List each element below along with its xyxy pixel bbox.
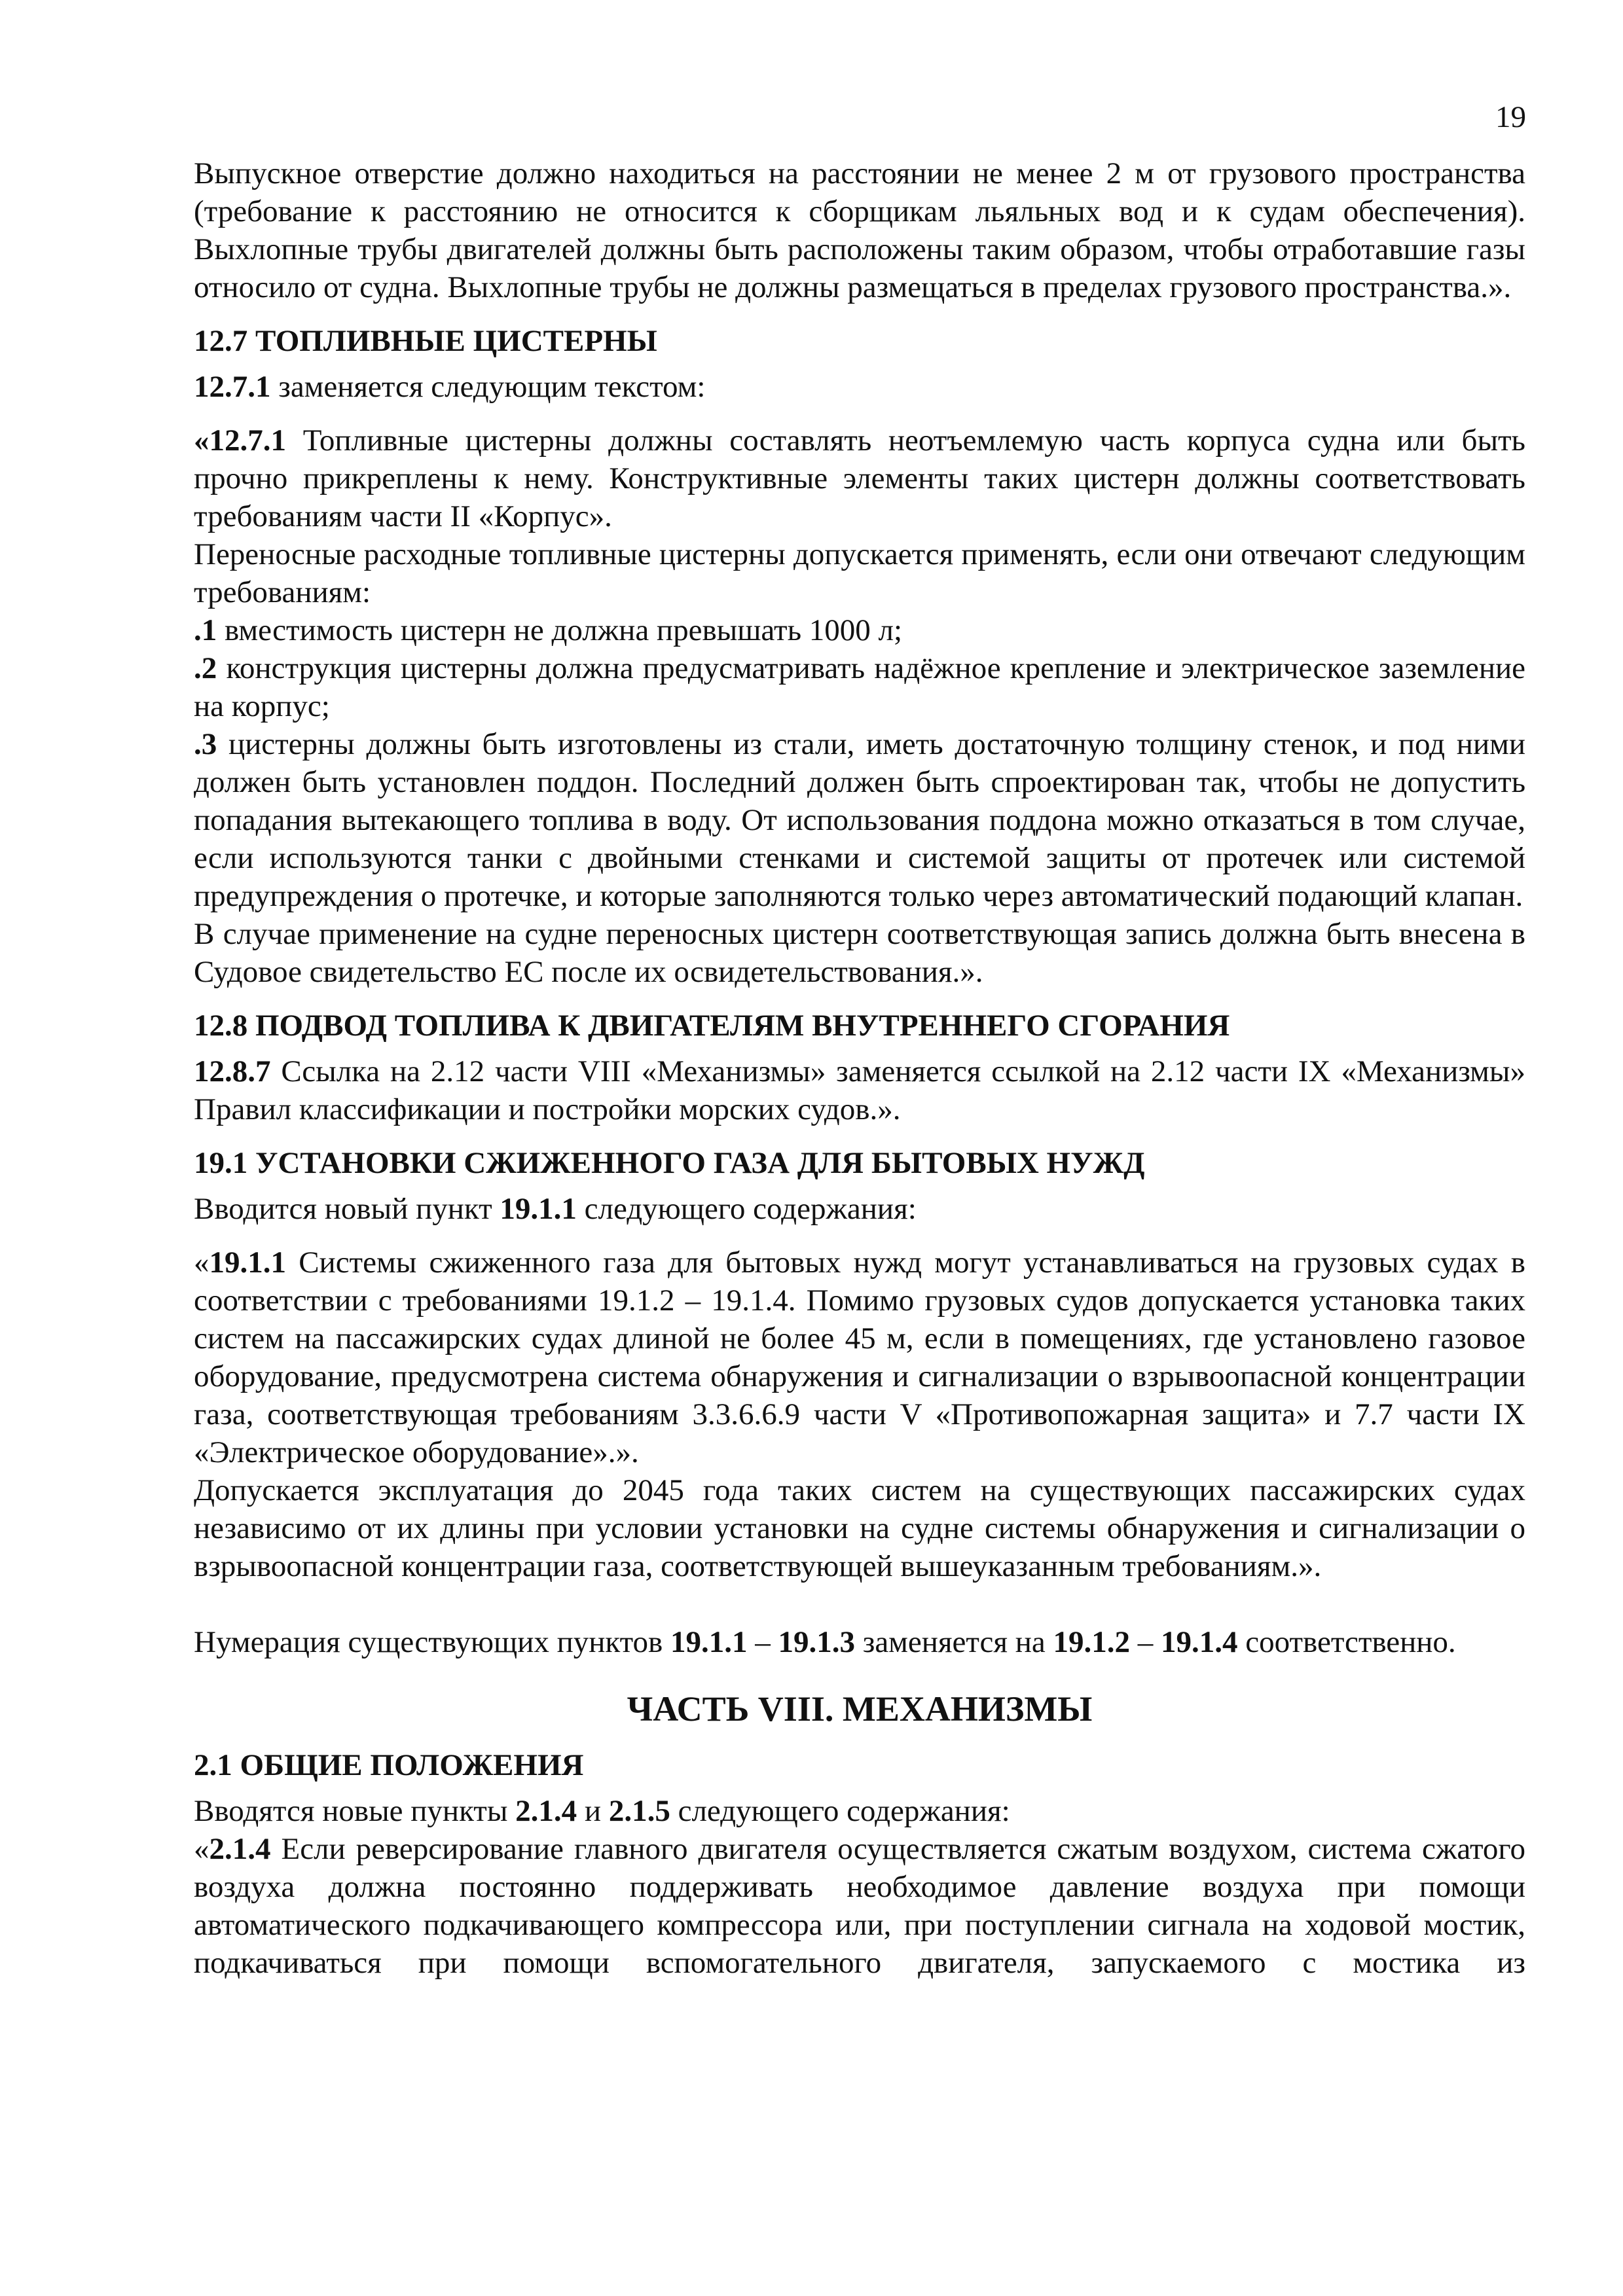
item-text: вместимость цистерн не должна превышать 1000 л; <box>217 613 903 647</box>
paragraph-record: В случае применение на судне переносных цистерн соответствующая запись должна быть внесена в Судовое свидетельство ЕС после их освидетельствования.». <box>194 917 1525 989</box>
intro-text: Вводятся новые пункты <box>194 1794 516 1828</box>
paragraph-portable-tanks: Переносные расходные топливные цистерны допускается применять, если они отвечают следующим требованиям: <box>194 537 1525 609</box>
intro-text-end: следующего содержания: <box>576 1192 917 1226</box>
dash: – <box>747 1625 778 1659</box>
heading-12-7: 12.7 ТОПЛИВНЫЕ ЦИСТЕРНЫ <box>194 324 657 358</box>
quote-open: « <box>194 423 210 457</box>
paragraph-outlet: Выпускное отверстие должно находиться на расстоянии не менее 2 м от грузового пространства (требование к расстоянию не относится к сборщикам льяльных вод и к судам обеспечения). Выхлопные трубы двигателей должны быть расположены таким образом, чтобы отработавшие газы относило от судна. Выхлопные трубы не должны размещаться в пределах грузового пространства.». <box>194 156 1525 304</box>
list-item-2 <box>194 649 1525 725</box>
heading-part-8: ЧАСТЬ VIII. МЕХАНИЗМЫ <box>627 1689 1093 1729</box>
heading-2-1: 2.1 ОБЩИЕ ПОЛОЖЕНИЯ <box>194 1748 584 1782</box>
item-text: цистерны должны быть изготовлены из стали, иметь достаточную толщину стенок, и под ними должен быть установлен поддон. Последний должен быть спроектирован так, чтобы не допустить попадания вытекающего топлива в воду. От использования поддона можно отказаться в том случае, если используются танки с двойными стенками и системой защиты от протечек или системой предупреждения о протечке, и которые заполняются только через автоматический подающий клапан. <box>194 727 1525 913</box>
clause-text: Системы сжиженного газа для бытовых нужд могут устанавливаться на грузовых судах в соответствии с требованиями 19.1.2 – 19.1.4. Помимо грузовых судов допускается установка таких систем на пассажирских судах длиной не более 45 м, если в помещениях, где установлено газовое оборудование, предусмотрена система обнаружения и сигнализации о взрывоопасной концентрации газа, соответствующая требованиям 3.3.6.6.9 части V «Противопожарная защита» и 7.7 части IX «Электрическое оборудование».». <box>194 1246 1525 1469</box>
page-content <box>194 154 1525 1982</box>
paragraph-2045: Допускается эксплуатация до 2045 года таких систем на существующих пассажирских судах независимо от их длины при условии установки на судне системы обнаружения и сигнализации о взрывоопасной концентрации газа, соответствующей вышеуказанным требованиям.». <box>194 1473 1525 1583</box>
paragraph-19-1-1 <box>194 1244 1525 1471</box>
clause-text: заменяется следующим текстом: <box>270 370 706 404</box>
clause-text: Если реверсирование главного двигателя осуществляется сжатым воздухом, система сжатого воздуха должна постоянно поддерживать необходимое давление воздуха при помощи автоматического подкачивающего компрессора или, при поступлении сигнала на ходовой мостик, подкачиваться при помощи вспомогательного двигателя, запускаемого с мостика из <box>194 1832 1525 1980</box>
clause-number-c: 19.1.2 <box>1053 1625 1131 1659</box>
intro-text: Вводится новый пункт <box>194 1192 500 1226</box>
clause-number-a: 19.1.1 <box>670 1625 748 1659</box>
quote-open: « <box>194 1246 210 1280</box>
clause-text: Топливные цистерны должны составлять неотъемлемую часть корпуса судна или быть прочно прикреплены к нему. Конструктивные элементы таких цистерн должны соответствовать требованиям части II «Корпус». <box>194 423 1525 533</box>
clause-number: 19.1.1 <box>500 1192 577 1226</box>
clause-number: 19.1.1 <box>209 1246 286 1280</box>
clause-number-a: 2.1.4 <box>515 1794 577 1828</box>
clause-number-b: 19.1.3 <box>778 1625 855 1659</box>
clause-number-b: 2.1.5 <box>608 1794 670 1828</box>
paragraph-2-1-intro <box>194 1792 1525 1830</box>
item-number: .3 <box>194 727 217 761</box>
clause-number: 12.7.1 <box>209 423 286 457</box>
numbering-pre: Нумерация существующих пунктов <box>194 1625 670 1659</box>
heading-19-1: 19.1 УСТАНОВКИ СЖИЖЕННОГО ГАЗА ДЛЯ БЫТОВЫХ НУЖД <box>194 1146 1145 1180</box>
clause-number: 12.8.7 <box>194 1054 271 1088</box>
paragraph-2-1-4 <box>194 1830 1525 1982</box>
numbering-post: соответственно. <box>1237 1625 1456 1659</box>
blank-line <box>194 1585 1525 1623</box>
paragraph-12-8-7 <box>194 1052 1525 1128</box>
paragraph-numbering <box>194 1623 1525 1661</box>
clause-number-d: 19.1.4 <box>1161 1625 1238 1659</box>
intro-text-end: следующего содержания: <box>670 1794 1010 1828</box>
intro-mid: и <box>577 1794 609 1828</box>
dash: – <box>1130 1625 1161 1659</box>
clause-text: Ссылка на 2.12 части VIII «Механизмы» заменяется ссылкой на 2.12 части IX «Механизмы» Правил классификации и постройки морских судов.». <box>194 1054 1525 1126</box>
clause-number: 12.7.1 <box>194 370 271 404</box>
page-number: 19 <box>1495 100 1526 134</box>
item-text: конструкция цистерны должна предусматривать надёжное крепление и электрическое заземление на корпус; <box>194 651 1525 723</box>
paragraph-12-7-1-quote <box>194 422 1525 535</box>
paragraph-19-intro <box>194 1190 1525 1228</box>
item-number: .1 <box>194 613 217 647</box>
paragraph-12-7-1 <box>194 368 1525 406</box>
numbering-mid: заменяется на <box>855 1625 1053 1659</box>
list-item-1 <box>194 611 1525 649</box>
item-number: .2 <box>194 651 217 685</box>
quote-open: « <box>194 1832 210 1866</box>
clause-number: 2.1.4 <box>209 1832 271 1866</box>
heading-12-8: 12.8 ПОДВОД ТОПЛИВА К ДВИГАТЕЛЯМ ВНУТРЕННЕГО СГОРАНИЯ <box>194 1009 1230 1043</box>
list-item-3 <box>194 725 1525 915</box>
